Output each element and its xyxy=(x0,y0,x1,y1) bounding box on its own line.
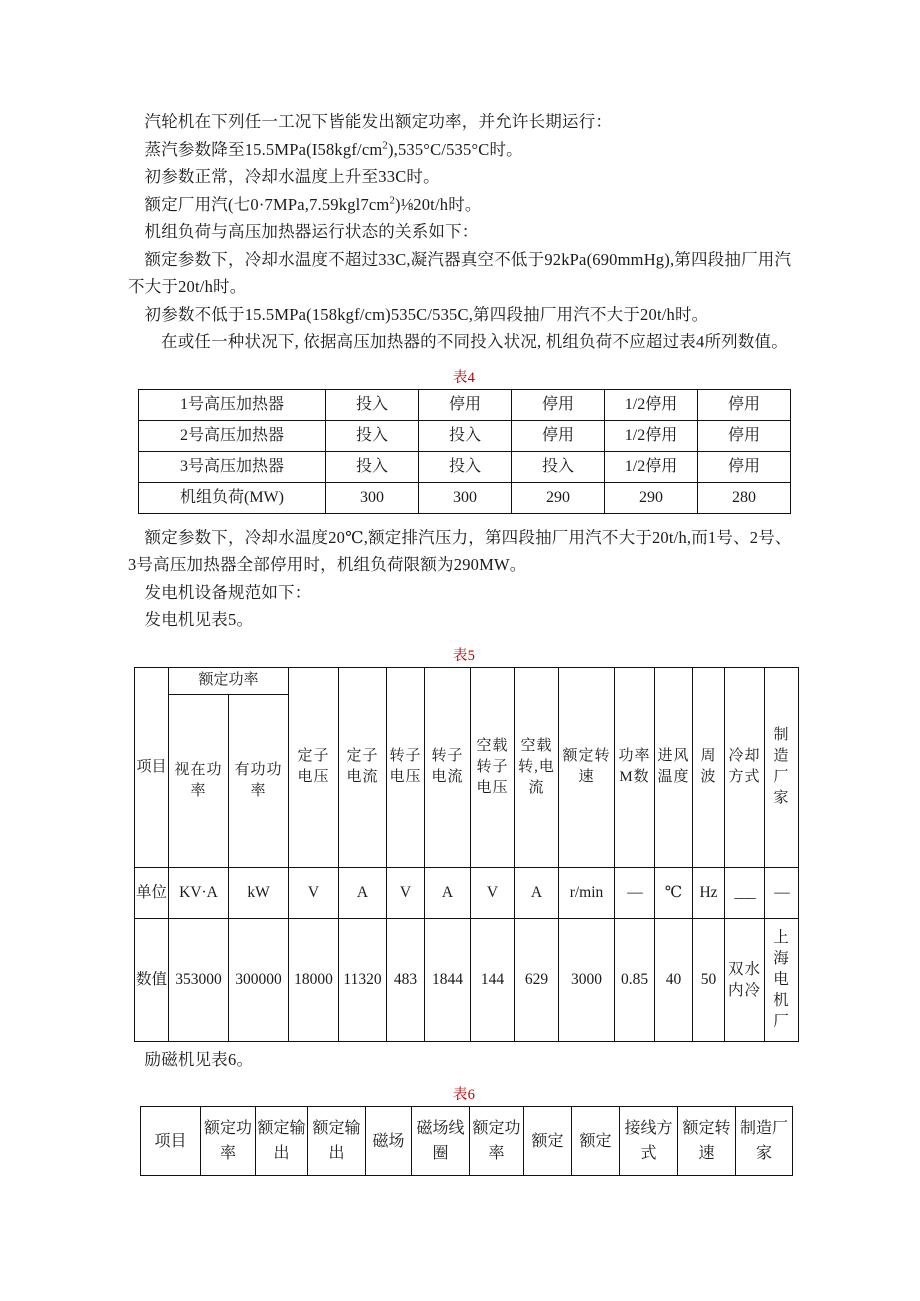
t6-hdr-1: 额定功率 xyxy=(201,1107,256,1176)
t6-hdr-10: 额定转速 xyxy=(678,1107,736,1176)
t5-value-6: 144 xyxy=(471,918,515,1041)
t6-hdr-4: 磁场 xyxy=(366,1107,412,1176)
t5-unit-5: A xyxy=(425,867,471,918)
t4-r0-c0: 1号高压加热器 xyxy=(139,389,326,420)
paragraph-7: 初参数不低于15.5MPa(158kgf/cm)535C/535C,第四段抽厂用汽不大于20t/h时。 xyxy=(144,304,709,324)
t4-r3-c0: 机组负荷(MW) xyxy=(139,482,326,513)
t4-r1-c4: 1/2停用 xyxy=(605,420,698,451)
table5-values-row xyxy=(135,918,799,1041)
t6-hdr-3: 额定输出 xyxy=(308,1107,366,1176)
paragraph-6: 额定参数下，冷却水温度不超过33C,凝汽器真空不低于92kPa(690mmHg),第四段抽厂用汽不大于20t/h时。 xyxy=(128,249,792,296)
t5-hdr-inlet-air-temp: 进风温度 xyxy=(655,667,693,867)
t5-hdr-noload-rotor-current: 空载转,电流 xyxy=(515,667,559,867)
t4-r3-c2: 300 xyxy=(419,482,512,513)
sup-2: 2 xyxy=(382,139,388,151)
t5-hdr-power-factor: 功率M数 xyxy=(615,667,655,867)
paragraph-4: 额定厂用汽(七$0\cdot 7MPa,7.59kgl7cm^2)\frac{1}{8}20t/h$时。 xyxy=(144,194,482,214)
t5-value-11: 50 xyxy=(693,918,725,1041)
t5-value-3: 11320 xyxy=(339,918,387,1041)
paragraph-12: 励磁机见表6。 xyxy=(144,1049,254,1069)
table-5 xyxy=(134,667,799,1042)
t5-hdr-active-power: 有功功率 xyxy=(229,694,289,867)
t5-unit-8: r/min xyxy=(559,867,615,918)
t4-r1-c5: 停用 xyxy=(698,420,791,451)
t4-r2-c3: 投入 xyxy=(512,451,605,482)
t5-unit-2: V xyxy=(289,867,339,918)
t5-value-0: 353000 xyxy=(169,918,229,1041)
t4-r1-c2: 投入 xyxy=(419,420,512,451)
t6-hdr-2: 额定输出 xyxy=(256,1107,308,1176)
table-row xyxy=(139,389,791,420)
t4-r1-c1: 投入 xyxy=(326,420,419,451)
t4-r3-c5: 280 xyxy=(698,482,791,513)
t5-hdr-item: 项目 xyxy=(135,667,169,867)
t5-value-9: 0.85 xyxy=(615,918,655,1041)
t4-r0-c5: 停用 xyxy=(698,389,791,420)
t5-unit-13: — xyxy=(765,867,799,918)
t4-r2-c5: 停用 xyxy=(698,451,791,482)
t5-hdr-rated-speed: 额定转速 xyxy=(559,667,615,867)
t5-unit-12: ___ xyxy=(725,867,765,918)
t6-hdr-0: 项目 xyxy=(141,1107,201,1176)
t5-hdr-rotor-voltage: 转子电压 xyxy=(387,667,425,867)
table4-caption: 表4 xyxy=(452,369,476,386)
t4-r0-c4: 1/2停用 xyxy=(605,389,698,420)
t6-hdr-6: 额定功率 xyxy=(470,1107,524,1176)
t6-hdr-5: 磁场线圈 xyxy=(412,1107,470,1176)
table5-caption: 表5 xyxy=(452,647,476,664)
paragraph-3: 初参数正常，冷却水温度上升至33C时。 xyxy=(144,167,440,186)
t5-value-10: 40 xyxy=(655,918,693,1041)
table-row xyxy=(139,451,791,482)
t4-r2-c4: 1/2停用 xyxy=(605,451,698,482)
t5-hdr-stator-voltage: 定子电压 xyxy=(289,667,339,867)
t5-group-header: 额定功率 xyxy=(169,667,289,694)
table-4 xyxy=(138,389,791,514)
table6-caption: 表6 xyxy=(452,1087,476,1103)
t4-r0-c3: 停用 xyxy=(512,389,605,420)
t5-unit-11: Hz xyxy=(693,867,725,918)
table-row xyxy=(139,482,791,513)
t5-hdr-noload-rotor-voltage: 空载转子电压 xyxy=(471,667,515,867)
table5-units-row xyxy=(135,867,799,918)
t5-hdr-stator-current: 定子电流 xyxy=(339,667,387,867)
t5-value-7: 629 xyxy=(515,918,559,1041)
t5-hdr-cooling-type: 冷却方式 xyxy=(725,667,765,867)
t5-unit-1: kW xyxy=(229,867,289,918)
paragraph-2: 蒸汽参数降至$15.5MPa(I58kgf/cm^2),535^\circ C/535^\circ C$时。 xyxy=(144,139,523,159)
paragraph-11: 发电机见表5。 xyxy=(144,610,254,629)
paragraph-1: 汽轮机在下列任一工况下皆能发出额定功率，并允许长期运行： xyxy=(144,112,613,131)
t4-r0-c1: 投入 xyxy=(326,389,419,420)
t5-unit-10: ℃ xyxy=(655,867,693,918)
t5-value-1: 300000 xyxy=(229,918,289,1041)
t4-r3-c1: 300 xyxy=(326,482,419,513)
table5-group-header-row xyxy=(135,667,799,694)
t4-r2-c0: 3号高压加热器 xyxy=(139,451,326,482)
t5-value-13: 上海电机厂 xyxy=(765,918,799,1041)
t6-hdr-9: 接线方式 xyxy=(620,1107,678,1176)
t4-r3-c4: 290 xyxy=(605,482,698,513)
table6-header-row xyxy=(141,1107,793,1176)
t4-r3-c3: 290 xyxy=(512,482,605,513)
t6-hdr-7: 额定 xyxy=(524,1107,572,1176)
paragraph-9: 额定参数下，冷却水温度20℃,额定排汽压力，第四段抽厂用汽不大于20t/h,而1号、2号、3号高压加热器全部停用时，机组负荷限额为290MW。 xyxy=(128,527,792,574)
paragraph-10: 发电机设备规范如下： xyxy=(144,582,312,602)
t5-values-label: 数值 xyxy=(135,918,169,1041)
t5-unit-6: V xyxy=(471,867,515,918)
t5-unit-7: A xyxy=(515,867,559,918)
t5-value-8: 3000 xyxy=(559,918,615,1041)
t5-hdr-apparent-power: 视在功率 xyxy=(169,694,229,867)
paragraph-5: 机组负荷与高压加热器运行状态的关系如下： xyxy=(144,222,479,241)
t5-unit-3: A xyxy=(339,867,387,918)
sup-2b: 2 xyxy=(389,194,396,206)
t4-r2-c2: 投入 xyxy=(419,451,512,482)
t5-hdr-rotor-current: 转子电流 xyxy=(425,667,471,867)
t4-r1-c3: 停用 xyxy=(512,420,605,451)
t5-units-label: 单位 xyxy=(135,867,169,918)
t5-value-12: 双水内冷 xyxy=(725,918,765,1041)
t5-unit-4: V xyxy=(387,867,425,918)
t5-value-4: 483 xyxy=(387,918,425,1041)
table-row xyxy=(139,420,791,451)
t6-hdr-8: 额定 xyxy=(572,1107,620,1176)
table-6 xyxy=(140,1106,793,1176)
t4-r1-c0: 2号高压加热器 xyxy=(139,420,326,451)
t5-hdr-manufacturer: 制造厂家 xyxy=(765,667,799,867)
t5-hdr-frequency: 周波 xyxy=(693,667,725,867)
t4-r0-c2: 停用 xyxy=(419,389,512,420)
t6-hdr-11: 制造厂家 xyxy=(736,1107,793,1176)
t5-value-5: 1844 xyxy=(425,918,471,1041)
paragraph-8: 在或任一种状况下, 依据高压加热器的不同投入状况, 机组负荷不应超过表4所列数值。 xyxy=(161,332,788,351)
t5-value-2: 18000 xyxy=(289,918,339,1041)
t5-unit-9: — xyxy=(615,867,655,918)
t5-unit-0: KV·A xyxy=(169,867,229,918)
t4-r2-c1: 投入 xyxy=(326,451,419,482)
